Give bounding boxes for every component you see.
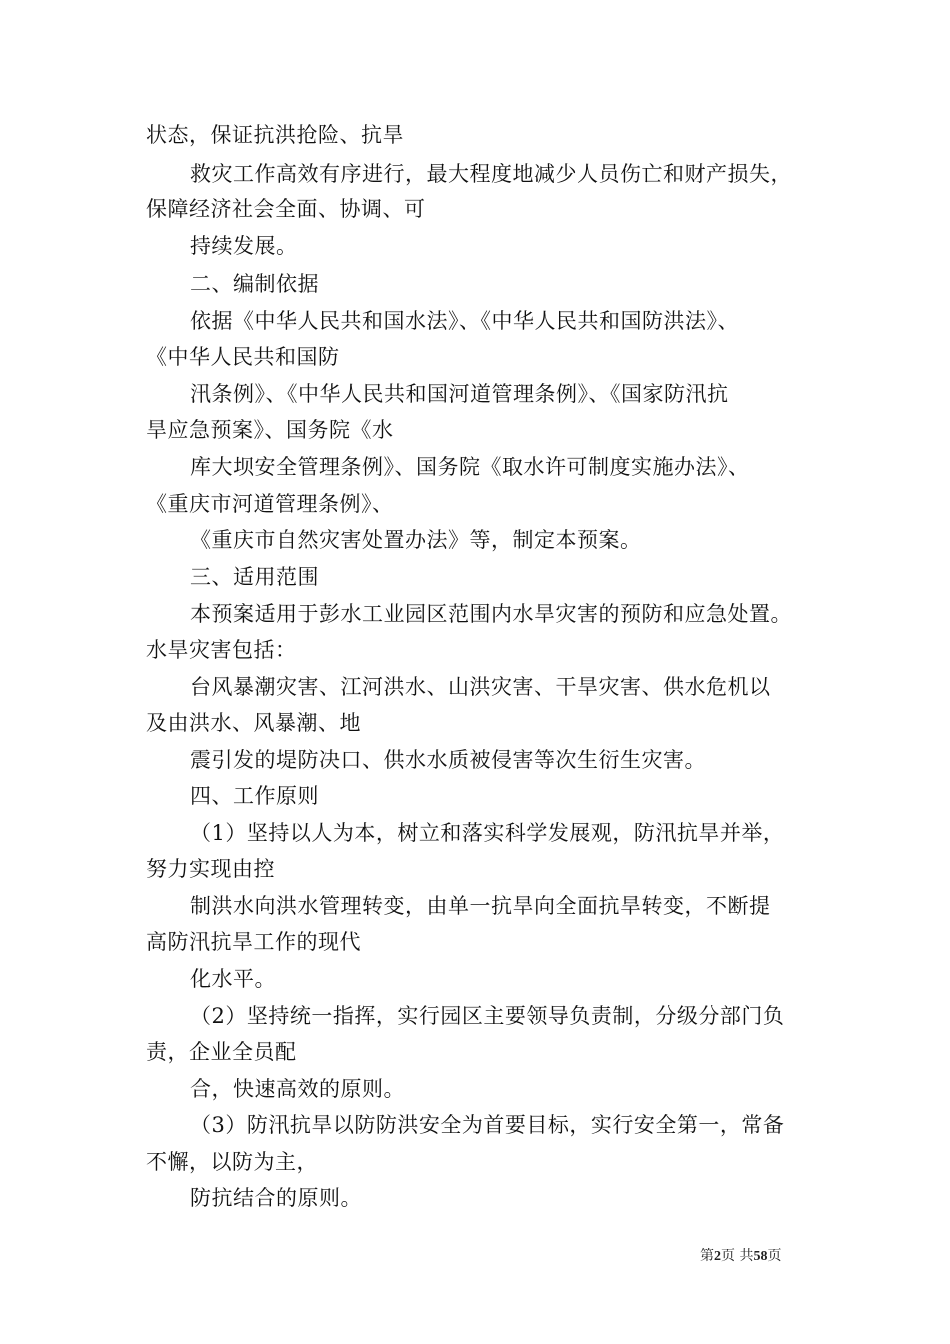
footer-suffix: 页 [767,1248,782,1264]
body-line: 及由洪水、风暴潮、地 [146,711,361,735]
body-line: 救灾工作高效有序进行，最大程度地减少人员伤亡和财产损失， [190,162,792,186]
body-line: 状态，保证抗洪抢险、抗旱 [146,123,404,147]
body-line: 高防汛抗旱工作的现代 [146,930,361,954]
section-heading: 二、编制依据 [190,272,319,296]
body-line: 责，企业全员配 [146,1040,297,1064]
body-line: 汛条例》、《中华人民共和国河道管理条例》、《国家防汛抗 [190,382,729,406]
total-pages-number: 58 [753,1249,768,1264]
body-line: 《重庆市自然灾害处置办法》等，制定本预案。 [190,528,642,552]
footer-prefix: 第 [700,1248,714,1264]
body-line: 化水平。 [190,967,276,991]
body-line: 本预案适用于彭水工业园区范围内水旱灾害的预防和应急处置。 [190,602,792,626]
footer-middle: 页 共 [721,1248,754,1264]
body-line: 持续发展。 [190,234,298,258]
body-line: 制洪水向洪水管理转变，由单一抗旱向全面抗旱转变，不断提 [190,894,771,918]
body-line: 库大坝安全管理条例》、国务院《取水许可制度实施办法》、 [190,455,750,479]
current-page-number: 2 [714,1249,721,1264]
body-line: （1）坚持以人为本，树立和落实科学发展观，防汛抗旱并举， [190,821,785,845]
body-line: 《重庆市河道管理条例》、 [146,492,394,516]
body-line: 依据《中华人民共和国水法》、《中华人民共和国防洪法》、 [190,309,739,333]
body-line: 水旱灾害包括： [146,638,297,662]
body-line: 震引发的堤防决口、供水水质被侵害等次生衍生灾害。 [190,748,706,772]
body-line: 不懈，以防为主， [146,1150,318,1174]
body-line: 台风暴潮灾害、江河洪水、山洪灾害、干旱灾害、供水危机以 [190,675,771,699]
body-line: 旱应急预案》、国务院《水 [146,418,394,442]
page-footer [700,1247,781,1266]
body-line: 防抗结合的原则。 [190,1186,362,1210]
body-line: 合，快速高效的原则。 [190,1077,405,1101]
section-heading: 四、工作原则 [190,784,319,808]
body-line: 努力实现由控 [146,857,275,881]
body-line: （3）防汛抗旱以防防洪安全为首要目标，实行安全第一，常备 [190,1113,785,1137]
body-line: （2）坚持统一指挥，实行园区主要领导负责制，分级分部门负 [190,1004,785,1028]
section-heading: 三、适用范围 [190,565,319,589]
body-line: 《中华人民共和国防 [146,345,340,369]
body-line: 保障经济社会全面、协调、可 [146,197,426,221]
